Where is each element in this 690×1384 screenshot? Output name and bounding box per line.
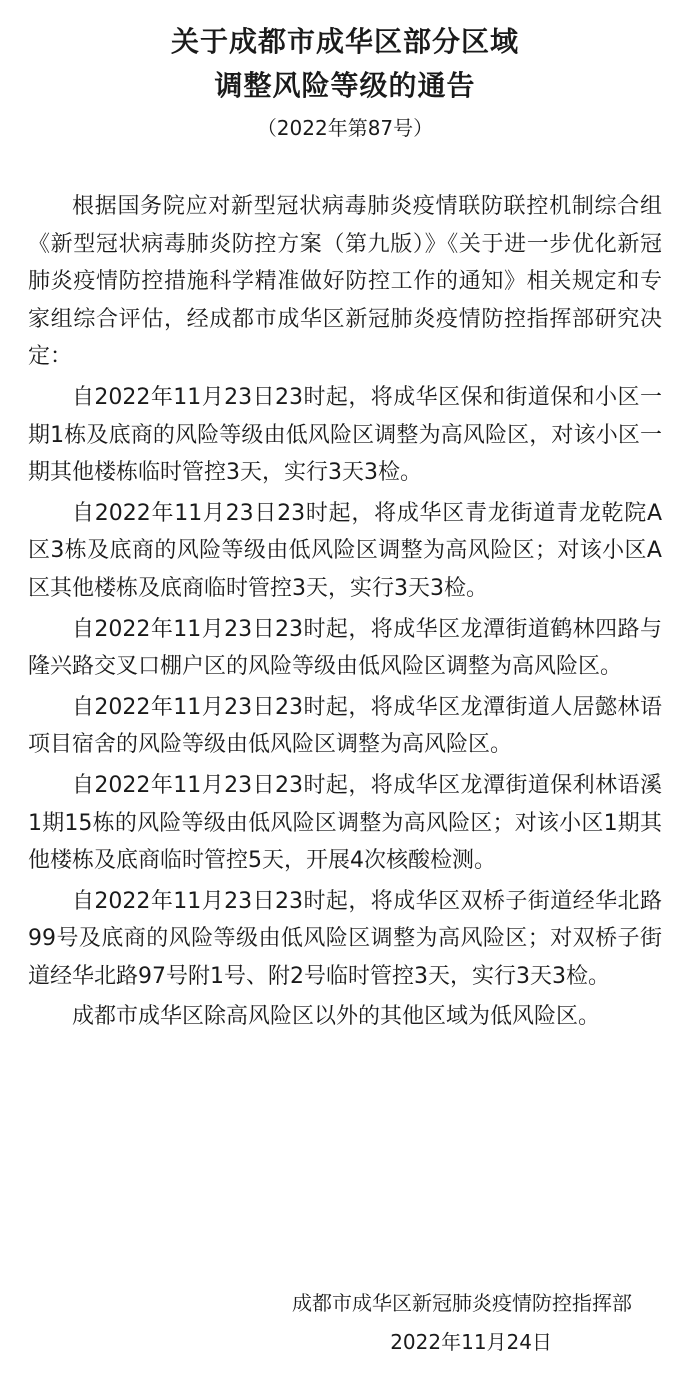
paragraph-low-risk: 成都市成华区除高风险区以外的其他区域为低风险区。 xyxy=(72,1004,601,1030)
document-number: （2022年第87号） xyxy=(256,116,434,140)
notice-title-line-1: 关于成都市成华区部分区域 xyxy=(170,25,519,58)
notice-title-line-2: 调整风险等级的通告 xyxy=(214,69,476,102)
paragraph-helin: 自2022年11月23日23时起，将成华区龙潭街道鹤林四路与隆兴路交叉口棚户区的风险等级由低风险区调整为高风险区。 xyxy=(28,616,662,680)
paragraph-renju: 自2022年11月23日23时起，将成华区龙潭街道人居懿林语项目宿舍的风险等级由低风险区调整为高风险区。 xyxy=(28,694,662,758)
paragraph-baohe: 自2022年11月23日23时起，将成华区保和街道保和小区一期1栋及底商的风险等级由低风险区调整为高风险区，对该小区一期其他楼栋临时管控3天，实行3天3检。 xyxy=(28,384,662,486)
paragraph-baoli: 自2022年11月23日23时起，将成华区龙潭街道保利林语溪1期15栋的风险等级由低风险区调整为高风险区；对该小区1期其他楼栋及底商临时管控5天，开展4次核酸检测。 xyxy=(28,772,662,874)
signature-date: 2022年11月24日 xyxy=(390,1330,552,1354)
signature-organization: 成都市成华区新冠肺炎疫情防控指挥部 xyxy=(292,1291,632,1315)
paragraph-qinglong: 自2022年11月23日23时起，将成华区青龙街道青龙乾院A区3栋及底商的风险等级由低风险区调整为高风险区；对该小区A区其他楼栋及底商临时管控3天，实行3天3检。 xyxy=(28,500,662,601)
notice-body xyxy=(28,188,662,1039)
paragraph-shuangqiaozi: 自2022年11月23日23时起，将成华区双桥子街道经华北路99号及底商的风险等级由低风险区调整为高风险区；对双桥子街道经华北路97号附1号、附2号临时管控3天，实行3天3检。 xyxy=(28,888,662,989)
paragraph-preamble: 根据国务院应对新型冠状病毒肺炎疫情联防联控机制综合组《新型冠状病毒肺炎防控方案（第九版）》《关于进一步优化新冠肺炎疫情防控措施科学精准做好防控工作的通知》相关规定和专家组综合评估，经成都市成华区新冠肺炎疫情防控指挥部研究决定： xyxy=(28,194,662,370)
